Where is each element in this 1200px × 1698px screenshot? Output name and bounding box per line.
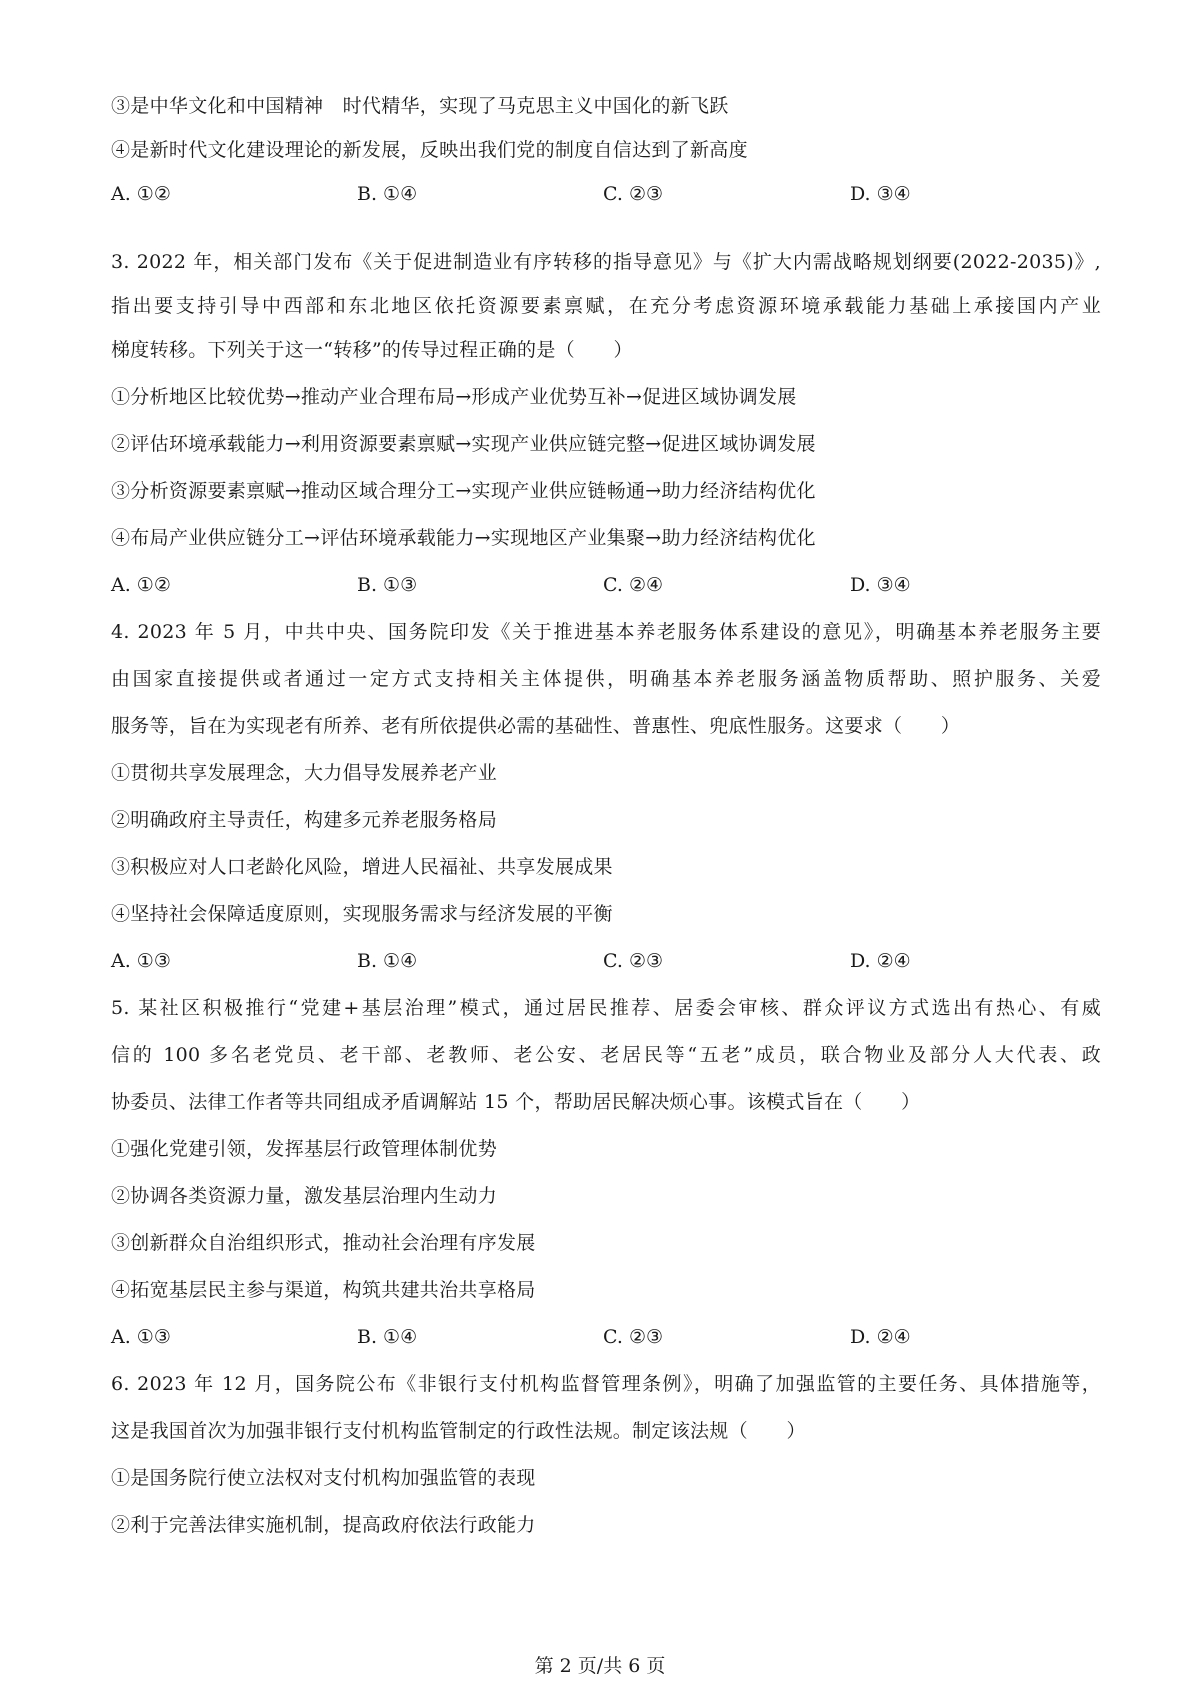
q3-stem-line-1: 3. 2022 年，相关部门发布《关于促进制造业有序转移的指导意见》与《扩大内需战略规划纲要(2022-2035)》,: [111, 251, 1101, 273]
q3-option-b: B. ①③: [357, 574, 418, 596]
q3-option-d: D. ③④: [850, 574, 911, 596]
q6-stem-line-1: 6. 2023 年 12 月，国务院公布《非银行支付机构监督管理条例》，明确了加强监管的主要任务、具体措施等，: [111, 1373, 1101, 1395]
q4-option-c: C. ②③: [603, 950, 664, 972]
q2-option-b: B. ①④: [357, 183, 418, 205]
q2-item-3: ③是中华文化和中国精神 时代精华，实现了马克思主义中国化的新飞跃: [111, 95, 729, 117]
q6-item-2: ②利于完善法律实施机制，提高政府依法行政能力: [111, 1514, 536, 1536]
q4-item-1: ①贯彻共享发展理念，大力倡导发展养老产业: [111, 762, 498, 784]
q3-stem-line-3: 梯度转移。下列关于这一“转移”的传导过程正确的是（ ）: [111, 339, 633, 361]
q5-item-1: ①强化党建引领，发挥基层行政管理体制优势: [111, 1138, 498, 1160]
q4-item-2: ②明确政府主导责任，构建多元养老服务格局: [111, 809, 498, 831]
q4-item-4: ④坚持社会保障适度原则，实现服务需求与经济发展的平衡: [111, 903, 613, 925]
q4-stem-line-3: 服务等，旨在为实现老有所养、老有所依提供必需的基础性、普惠性、兜底性服务。这要求（ ）: [111, 715, 961, 737]
q5-item-2: ②协调各类资源力量，激发基层治理内生动力: [111, 1185, 498, 1207]
q4-stem-line-2: 由国家直接提供或者通过一定方式支持相关主体提供，明确基本养老服务涵盖物质帮助、照护服务、关爱: [111, 668, 1101, 690]
page-number-footer: 第 2 页/共 6 页: [534, 1655, 666, 1677]
q5-stem-line-2: 信的 100 多名老党员、老干部、老教师、老公安、老居民等“五老”成员，联合物业及部分人大代表、政: [111, 1044, 1101, 1066]
q4-option-b: B. ①④: [357, 950, 418, 972]
q6-item-1: ①是国务院行使立法权对支付机构加强监管的表现: [111, 1467, 536, 1489]
q4-option-a: A. ①③: [111, 950, 171, 972]
q5-option-d: D. ②④: [850, 1326, 911, 1348]
q2-item-4: ④是新时代文化建设理论的新发展，反映出我们党的制度自信达到了新高度: [111, 139, 748, 161]
q2-option-a: A. ①②: [111, 183, 171, 205]
q5-stem-line-3: 协委员、法律工作者等共同组成矛盾调解站 15 个，帮助居民解决烦心事。该模式旨在（ ）: [111, 1091, 921, 1113]
q3-item-3: ③分析资源要素禀赋→推动区域合理分工→实现产业供应链畅通→助力经济结构优化: [111, 480, 816, 502]
q4-option-d: D. ②④: [850, 950, 911, 972]
q3-item-4: ④布局产业供应链分工→评估环境承载能力→实现地区产业集聚→助力经济结构优化: [111, 527, 816, 549]
q5-option-a: A. ①③: [111, 1326, 171, 1348]
q4-item-3: ③积极应对人口老龄化风险，增进人民福祉、共享发展成果: [111, 856, 613, 878]
q5-item-4: ④拓宽基层民主参与渠道，构筑共建共治共享格局: [111, 1279, 536, 1301]
q2-option-c: C. ②③: [603, 183, 664, 205]
q4-stem-line-1: 4. 2023 年 5 月，中共中央、国务院印发《关于推进基本养老服务体系建设的意见》，明确基本养老服务主要: [111, 621, 1101, 643]
q3-stem-line-2: 指出要支持引导中西部和东北地区依托资源要素禀赋，在充分考虑资源环境承载能力基础上承接国内产业: [111, 295, 1101, 317]
q3-item-1: ①分析地区比较优势→推动产业合理布局→形成产业优势互补→促进区域协调发展: [111, 386, 797, 408]
q3-option-a: A. ①②: [111, 574, 171, 596]
q5-option-b: B. ①④: [357, 1326, 418, 1348]
q2-option-d: D. ③④: [850, 183, 911, 205]
q5-option-c: C. ②③: [603, 1326, 664, 1348]
q6-stem-line-2: 这是我国首次为加强非银行支付机构监管制定的行政性法规。制定该法规（ ）: [111, 1420, 806, 1442]
q3-item-2: ②评估环境承载能力→利用资源要素禀赋→实现产业供应链完整→促进区域协调发展: [111, 433, 816, 455]
q5-stem-line-1: 5. 某社区积极推行“党建+基层治理”模式，通过居民推荐、居委会审核、群众评议方式选出有热心、有威: [111, 997, 1101, 1019]
q5-item-3: ③创新群众自治组织形式，推动社会治理有序发展: [111, 1232, 536, 1254]
q3-option-c: C. ②④: [603, 574, 664, 596]
